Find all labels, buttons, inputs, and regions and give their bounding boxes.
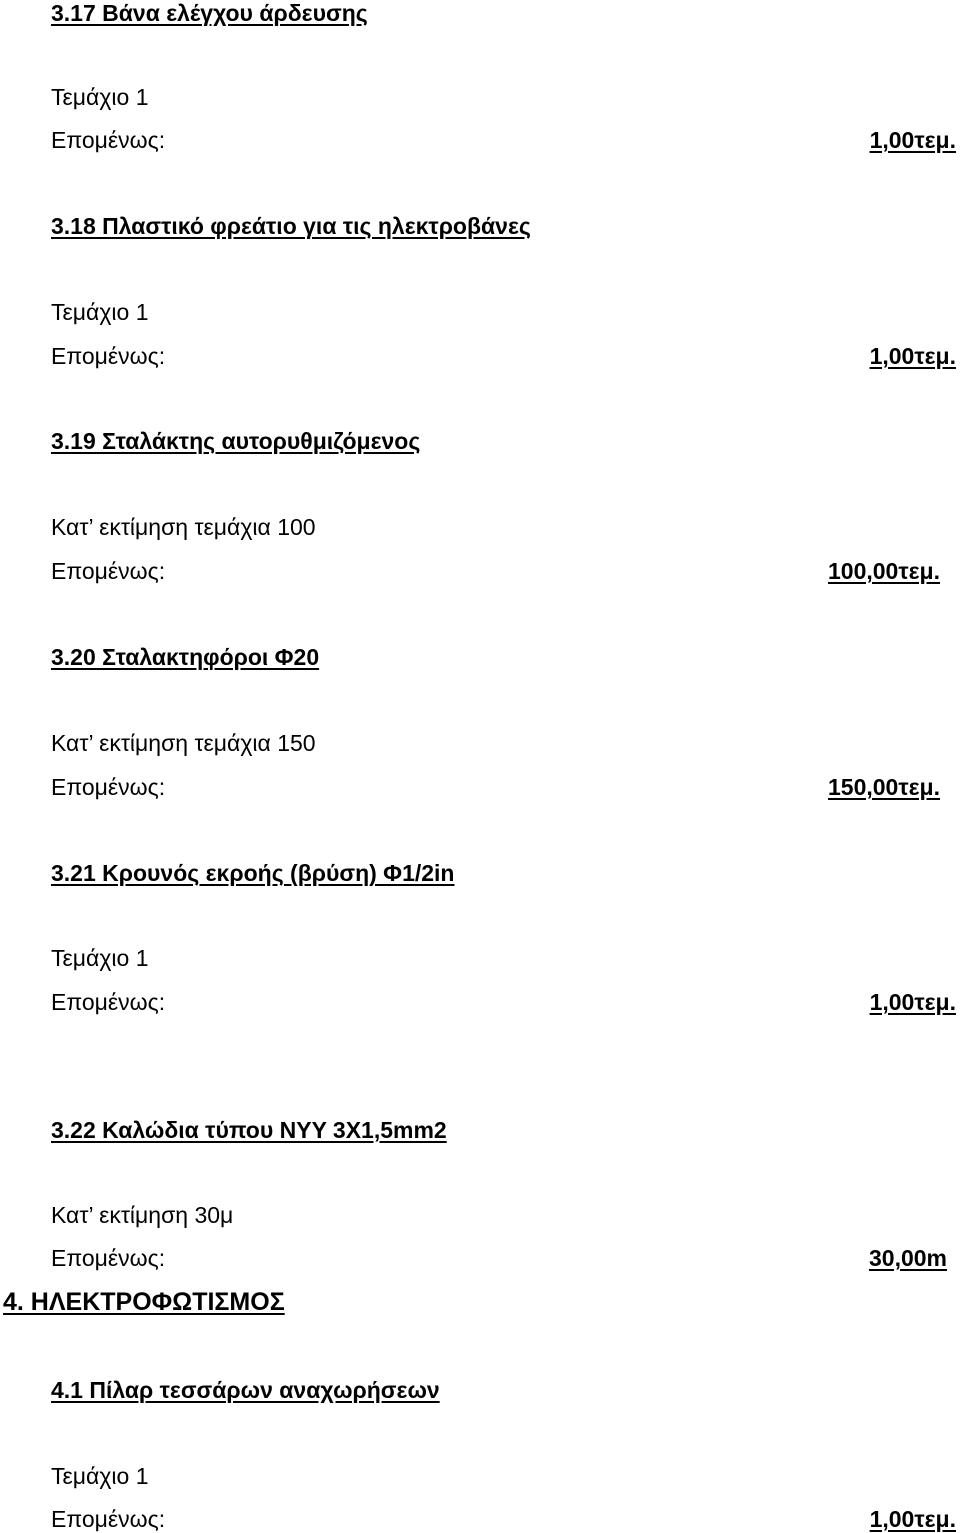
item-value: 150,00τεμ. [828,774,940,800]
item-value: 1,00τεμ. [869,1506,956,1532]
item-label: Επομένως: [51,1506,166,1532]
item-title: 3.21 Κρουνός εκροής (βρύση) Φ1/2in [51,860,455,886]
item-title: 3.19 Σταλάκτης αυτορυθμιζόμενος [51,428,421,454]
item-label: Επομένως: [51,774,166,800]
item-label: Επομένως: [51,127,166,153]
item-label: Επομένως: [51,343,166,369]
item-description: Κατ’ εκτίμηση 30μ [51,1202,234,1228]
item-description: Κατ’ εκτίμηση τεμάχια 150 [51,730,316,756]
item-title: 3.20 Σταλακτηφόροι Φ20 [51,644,320,670]
item-label: Επομένως: [51,1245,166,1271]
item-title: 3.17 Βάνα ελέγχου άρδευσης [51,0,368,26]
item-label: Επομένως: [51,989,166,1015]
item-title: 4.1 Πίλαρ τεσσάρων αναχωρήσεων [51,1377,440,1403]
item-value: 30,00m [868,1245,947,1271]
item-description: Τεμάχιο 1 [51,1463,149,1489]
item-description: Τεμάχιο 1 [51,84,149,110]
item-description: Τεμάχιο 1 [51,299,149,325]
item-value: 1,00τεμ. [869,127,956,153]
item-value: 100,00τεμ. [828,558,940,584]
item-title: 3.18 Πλαστικό φρεάτιο για τις ηλεκτροβάνες [51,213,531,239]
section-title: 4. ΗΛΕΚΤΡΟΦΩΤΙΣΜΟΣ [3,1288,285,1316]
item-value: 1,00τεμ. [869,343,956,369]
item-label: Επομένως: [51,558,166,584]
item-description: Τεμάχιο 1 [51,945,149,971]
item-value: 1,00τεμ. [869,989,956,1015]
item-title: 3.22 Καλώδια τύπου NYY 3X1,5mm2 [51,1117,447,1143]
item-description: Κατ’ εκτίμηση τεμάχια 100 [51,514,316,540]
